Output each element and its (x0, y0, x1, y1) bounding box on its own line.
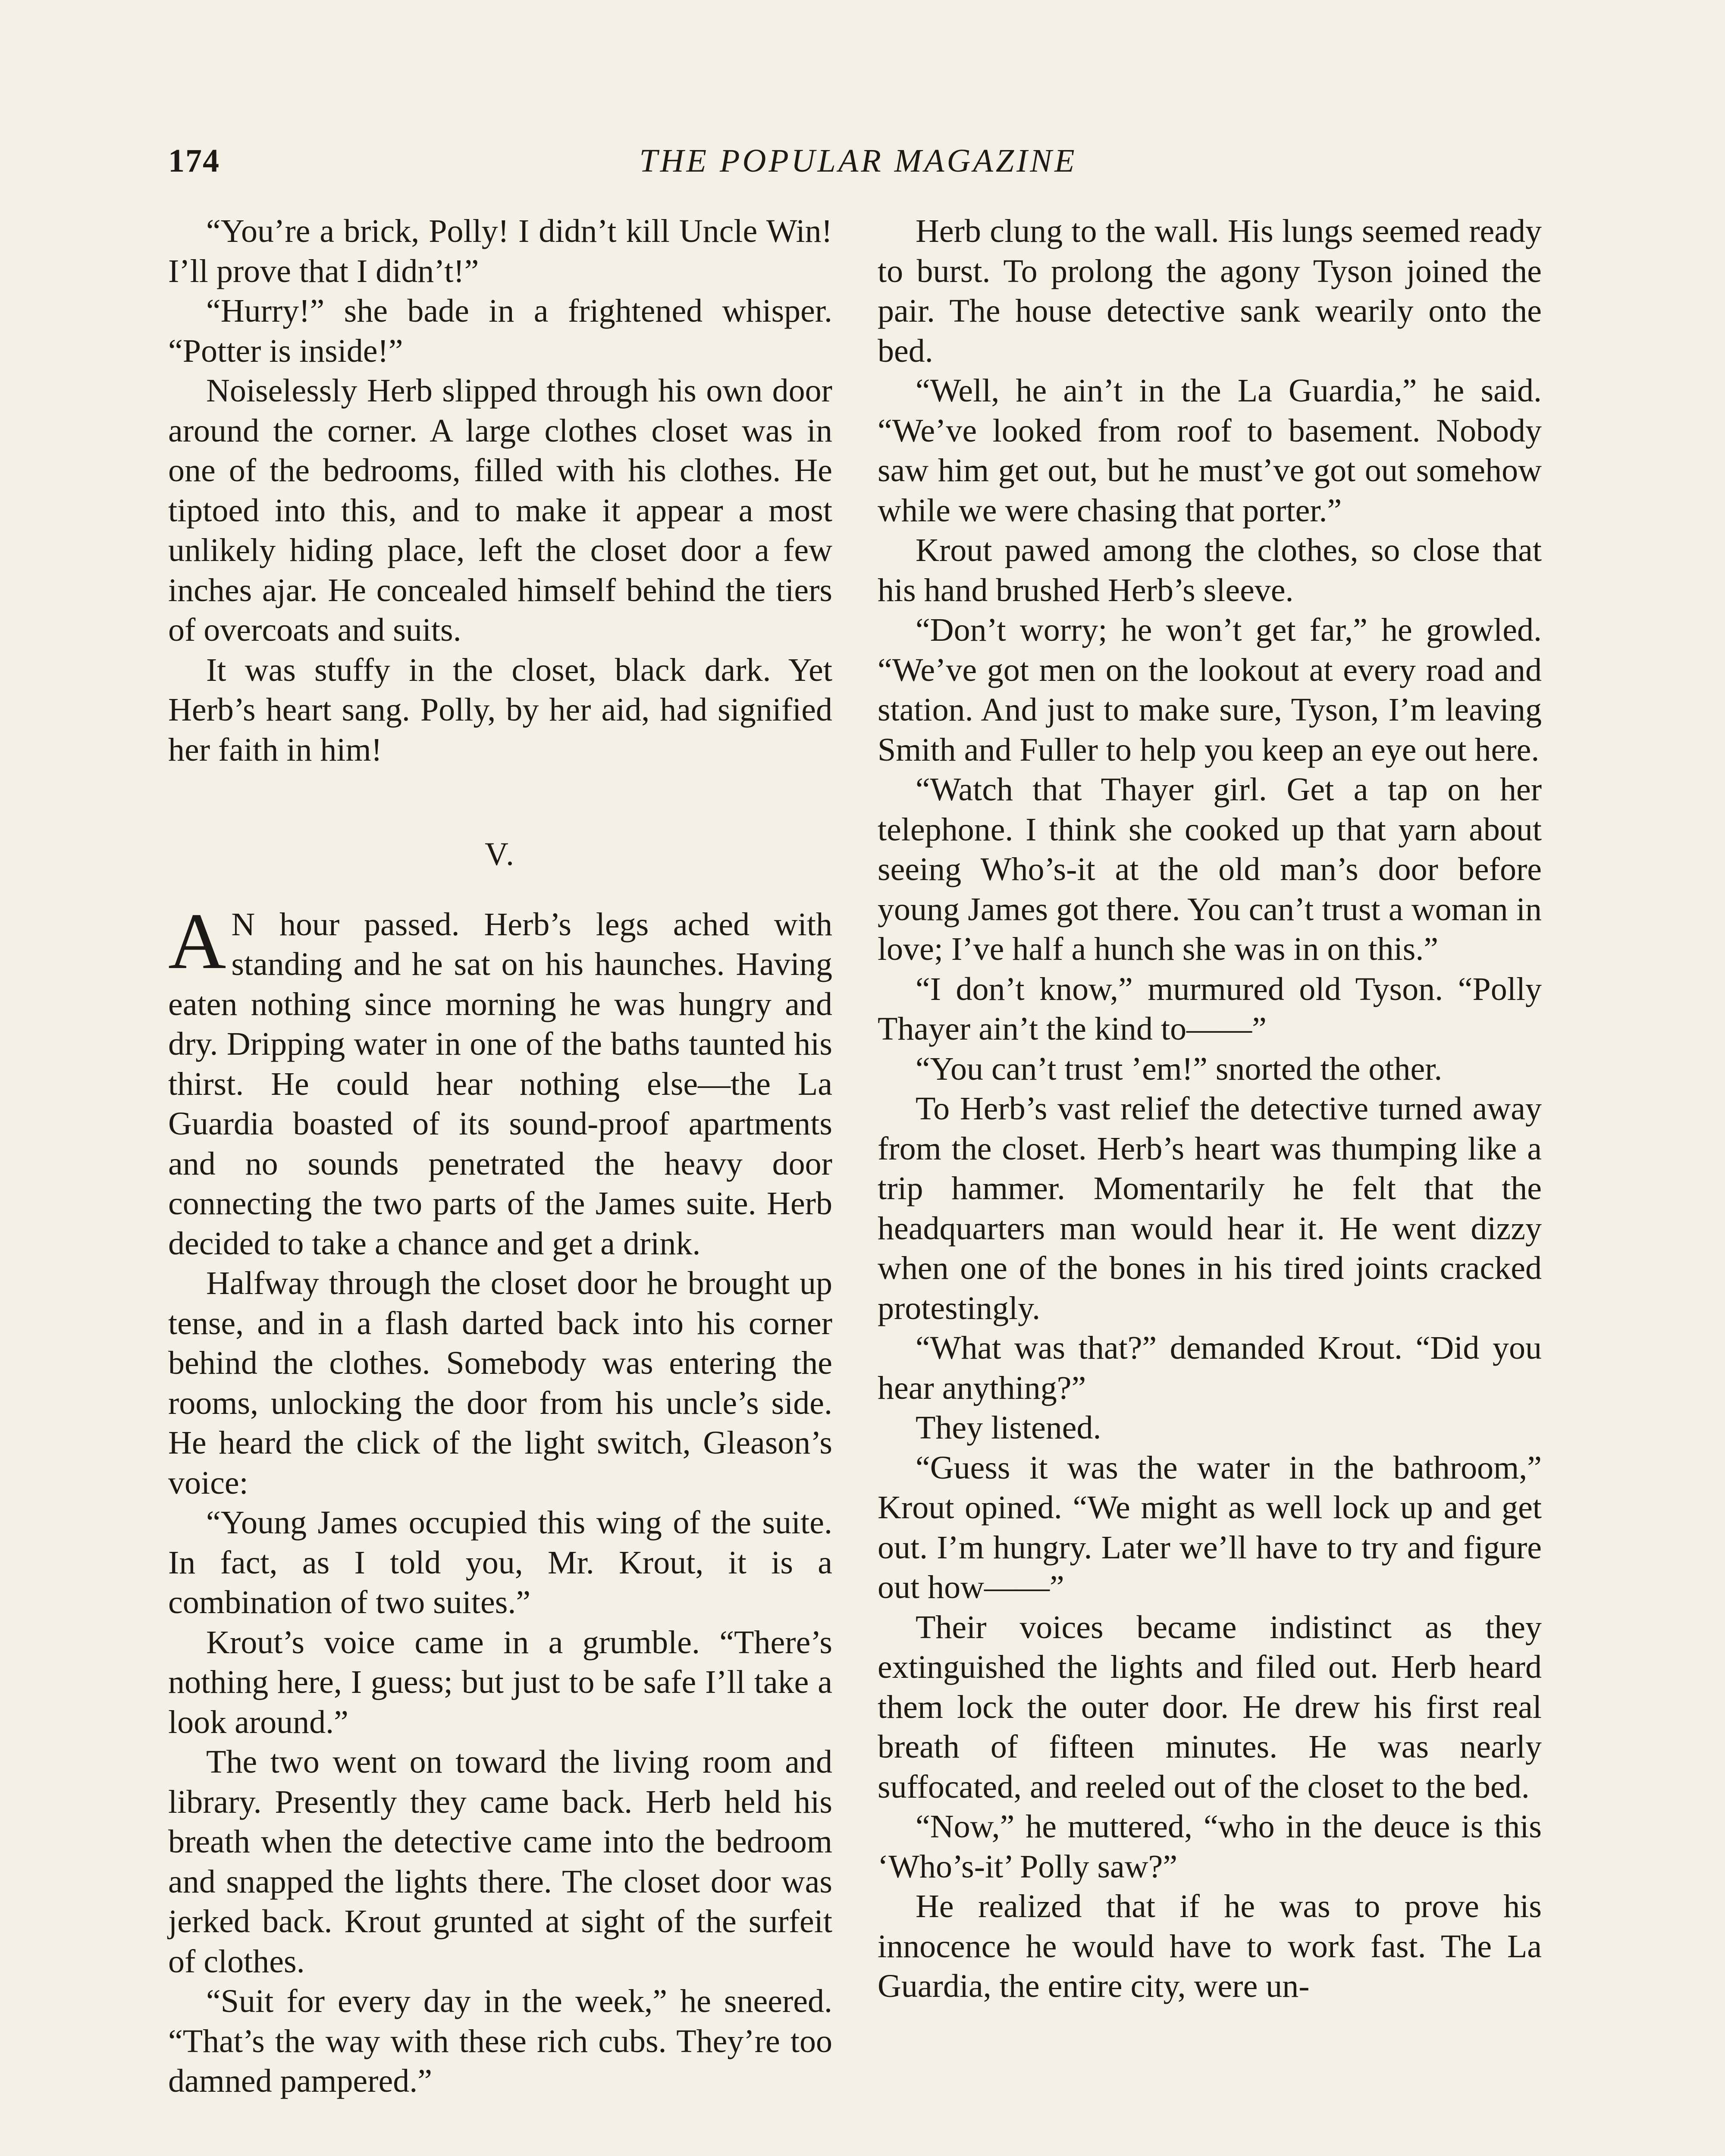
paragraph: “Don’t worry; he won’t get far,” he growled. “We’ve got men on the lookout at every road and station. And just to make sure, Tyson, I’m leaving Smith and Fuller to help you keep an eye out here. (878, 612, 1542, 768)
paragraph: The two went on toward the living room and library. Presently they came back. Herb held his breath when the detective came into the bedroom and snapped the lights there. The closet door was jerked back. Krout grunted at sight of the surfeit of clothes. (168, 1744, 832, 1980)
dropcap-paragraph (168, 896, 832, 1264)
paragraph: Halfway through the closet door he brought up tense, and in a flash darted back into his corner behind the clothes. Somebody was entering the rooms, unlocking the door from his uncle’s side. He heard the click of the light switch, Gleason’s voice: (168, 1265, 832, 1501)
paragraph: Noiselessly Herb slipped through his own door around the corner. A large clothes closet was in one of the bedrooms, filled with his clothes. He tiptoed into this, and to make it appear a most unlikely hiding place, left the closet door a few inches ajar. He concealed himself behind the tiers of overcoats and suits. (168, 373, 832, 648)
page-number: 174 (168, 143, 220, 179)
paragraph: “Guess it was the water in the bathroom,” Krout opined. “We might as well lock up and get out. I’m hungry. Later we’ll have to try and figure out how——” (878, 1449, 1542, 1605)
drop-cap-letter: A (168, 896, 226, 986)
paragraph: Krout pawed among the clothes, so close that his hand brushed Herb’s sleeve. (878, 532, 1542, 608)
dropcap-paragraph-text: N hour passed. Herb’s legs ached with standing and he sat on his haunches. Having eaten nothing since morning he was hungry and dry. Dripping water in one of the baths taunted his thirst. He could hear nothing else—the La Guardia boasted of its sound-proof apartments and no sounds penetrated the heavy door connecting the two parts of the James suite. Herb decided to take a chance and get a drink. (168, 906, 832, 1262)
paragraph: “You’re a brick, Polly! I didn’t kill Uncle Win! I’ll prove that I didn’t!” (168, 213, 832, 289)
paragraph: “You can’t trust ’em!” snorted the other. (916, 1050, 1443, 1087)
paragraph: “Young James occupied this wing of the suite. In fact, as I told you, Mr. Krout, it is a combination of two suites.” (168, 1504, 832, 1620)
paragraph: “I don’t know,” murmured old Tyson. “Polly Thayer ain’t the kind to——” (878, 971, 1542, 1047)
paragraph: “Well, he ain’t in the La Guardia,” he said. “We’ve looked from roof to basement. Nobody saw him get out, but he must’ve got out somehow while we were chasing that porter.” (878, 373, 1542, 529)
section-heading: V. (484, 836, 516, 872)
paragraph: Their voices became indistinct as they extinguished the lights and filed out. Herb heard them lock the outer door. He drew his first real breath of fifteen minutes. He was nearly suffocated, and reeled out of the closet to the bed. (878, 1609, 1542, 1805)
running-title: THE POPULAR MAGAZINE (639, 143, 1077, 179)
paragraph: He realized that if he was to prove his innocence he would have to work fast. The La Guardia, the entire city, were un- (878, 1888, 1542, 2004)
paragraph: Herb clung to the wall. His lungs seemed ready to burst. To prolong the agony Tyson joined the pair. The house detective sank wearily onto the bed. (878, 213, 1542, 369)
paragraph: “What was that?” demanded Krout. “Did you hear anything?” (878, 1330, 1542, 1406)
left-column (168, 211, 832, 2101)
paragraph: To Herb’s vast relief the detective turned away from the closet. Herb’s heart was thumping like a trip hammer. Momentarily he felt that the headquarters man would hear it. He went dizzy when one of the bones in his tired joints cracked protestingly. (878, 1091, 1542, 1326)
page-header (168, 142, 1548, 190)
right-column (878, 211, 1542, 2006)
paragraph: Krout’s voice came in a grumble. “There’s nothing here, I guess; but just to be safe I’ll take a look around.” (168, 1624, 832, 1740)
paragraph: “Hurry!” she bade in a frightened whisper. “Potter is inside!” (168, 293, 832, 369)
paragraph: They listened. (916, 1410, 1101, 1446)
paragraph: It was stuffy in the closet, black dark. Yet Herb’s heart sang. Polly, by her aid, had signified her faith in him! (168, 652, 832, 768)
paragraph: “Suit for every day in the week,” he sneered. “That’s the way with these rich cubs. They’re too damned pampered.” (168, 1983, 832, 2099)
paragraph: “Watch that Thayer girl. Get a tap on her telephone. I think she cooked up that yarn about seeing Who’s-it at the old man’s door before young James got there. You can’t trust a woman in love; I’ve half a hunch she was in on this.” (878, 771, 1542, 967)
paragraph: “Now,” he muttered, “who in the deuce is this ‘Who’s-it’ Polly saw?” (878, 1808, 1542, 1885)
